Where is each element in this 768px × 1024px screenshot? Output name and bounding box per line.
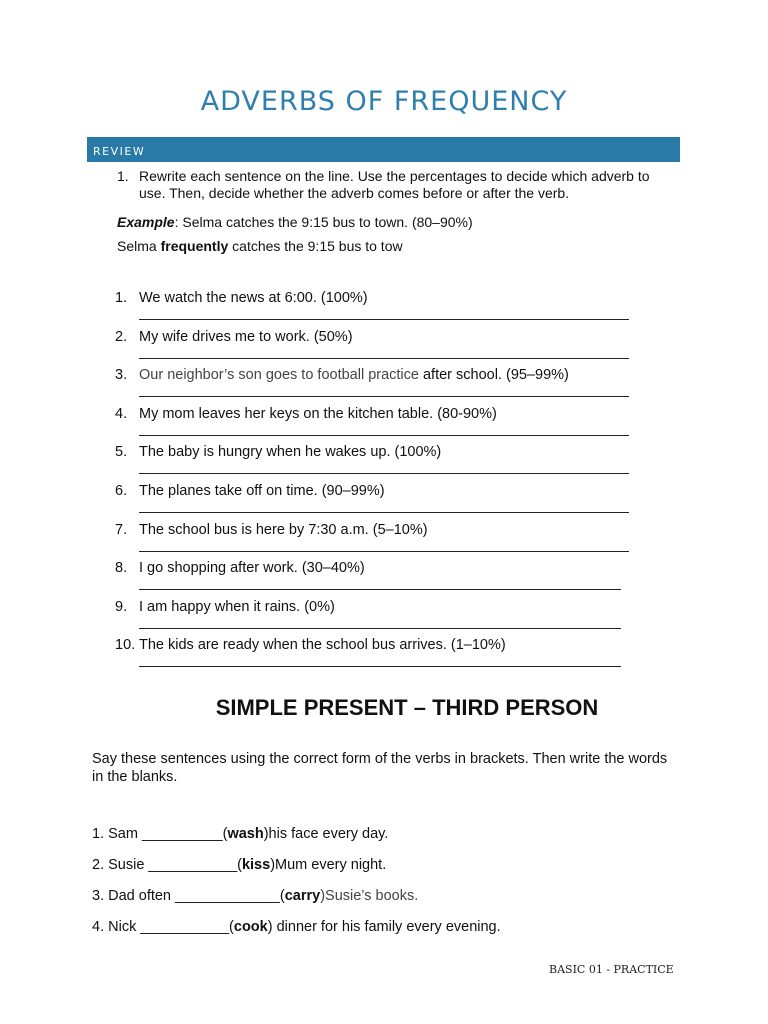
item-text: We watch the news at 6:00. (100%) <box>139 290 368 306</box>
example-answer-post: catches the 9:15 bus to tow <box>228 238 403 254</box>
item-text: The kids are ready when the school bus arrives. (1–10%) <box>139 637 506 654</box>
instruction-number: 1. <box>117 168 129 184</box>
example-label: Example <box>117 214 175 230</box>
fill-in-pre: 4. Nick ___________( <box>92 919 234 935</box>
item-number: 10. <box>115 637 136 654</box>
item-text: My wife drives me to work. (50%) <box>139 328 353 345</box>
page-footer: BASIC 01 - PRACTICE <box>549 963 674 976</box>
item-text: The school bus is here by 7:30 a.m. (5–10%) <box>139 521 428 538</box>
fill-in-post: )Mum every night. <box>270 857 387 873</box>
answer-line[interactable] <box>139 396 629 397</box>
fill-in-post: )Susie’s books. <box>320 888 419 904</box>
list-item <box>115 560 635 599</box>
fill-in-verb: cook <box>233 919 268 935</box>
example-sentence <box>117 214 473 231</box>
item-text: The baby is hungry when he wakes up. (100%) <box>139 444 442 461</box>
fill-in-item <box>92 919 501 935</box>
answer-line[interactable] <box>139 589 621 590</box>
example-text: : Selma catches the 9:15 bus to town. (80–90%) <box>174 214 473 230</box>
fill-in-pre: 1. Sam __________( <box>92 826 228 842</box>
item-text: The planes take off on time. (90–99%) <box>139 482 385 499</box>
list-item <box>115 599 635 638</box>
item-text-part-a: Our neighbor’s son goes to football practice <box>139 367 419 384</box>
item-number: 5. <box>115 444 128 461</box>
list-item <box>115 406 635 445</box>
list-item <box>115 367 635 406</box>
section-instructions: Say these sentences using the correct form of the verbs in brackets. Then write the words in the blanks. <box>92 751 668 785</box>
fill-in-item <box>92 826 388 842</box>
item-text-part-b: after school. (95–99%) <box>418 367 569 384</box>
list-item <box>115 444 635 483</box>
item-number: 3. <box>115 367 128 384</box>
item-number: 1. <box>115 290 128 306</box>
fill-in-item <box>92 857 386 873</box>
answer-line[interactable] <box>139 473 629 474</box>
answer-line[interactable] <box>139 319 629 320</box>
answer-line[interactable] <box>139 551 629 552</box>
list-item <box>115 637 635 676</box>
worksheet-title: ADVERBS OF FREQUENCY <box>200 86 568 117</box>
section-heading: SIMPLE PRESENT – THIRD PERSON <box>215 695 599 720</box>
answer-line[interactable] <box>139 358 629 359</box>
item-number: 9. <box>115 598 128 615</box>
fill-in-post: ) dinner for his family every evening. <box>267 919 501 935</box>
item-text: I am happy when it rains. (0%) <box>139 598 335 615</box>
list-item <box>115 522 635 561</box>
exercise-list <box>115 290 635 676</box>
answer-line[interactable] <box>139 666 621 667</box>
fill-in-verb: kiss <box>241 857 271 873</box>
review-banner <box>87 137 680 162</box>
item-number: 4. <box>115 405 128 422</box>
item-number: 6. <box>115 482 128 499</box>
list-item <box>115 290 635 329</box>
fill-in-verb: carry <box>284 888 321 904</box>
answer-line[interactable] <box>139 512 629 513</box>
item-number: 7. <box>115 521 128 538</box>
item-text: I go shopping after work. (30–40%) <box>139 560 365 577</box>
item-text <box>139 367 569 383</box>
item-text: My mom leaves her keys on the kitchen table. (80-90%) <box>139 405 497 422</box>
list-item <box>115 483 635 522</box>
answer-line[interactable] <box>139 628 621 629</box>
instruction <box>117 168 677 202</box>
fill-in-pre: 3. Dad often _____________( <box>92 888 285 904</box>
answer-line[interactable] <box>139 435 629 436</box>
fill-in-verb: wash <box>227 826 264 842</box>
example-answer-pre: Selma <box>117 238 161 254</box>
instruction-text: Rewrite each sentence on the line. Use the percentages to decide which adverb to use. Then, decide whether the adverb comes before or after the verb. <box>139 168 650 201</box>
example-adverb: frequently <box>160 238 229 254</box>
example-answer <box>117 238 403 255</box>
fill-in-item <box>92 888 418 904</box>
list-item <box>115 329 635 368</box>
fill-in-post: )his face every day. <box>263 826 389 842</box>
item-number: 2. <box>115 328 128 345</box>
review-label: REVIEW <box>93 145 146 158</box>
fill-in-pre: 2. Susie ___________( <box>92 857 242 873</box>
item-number: 8. <box>115 560 128 577</box>
